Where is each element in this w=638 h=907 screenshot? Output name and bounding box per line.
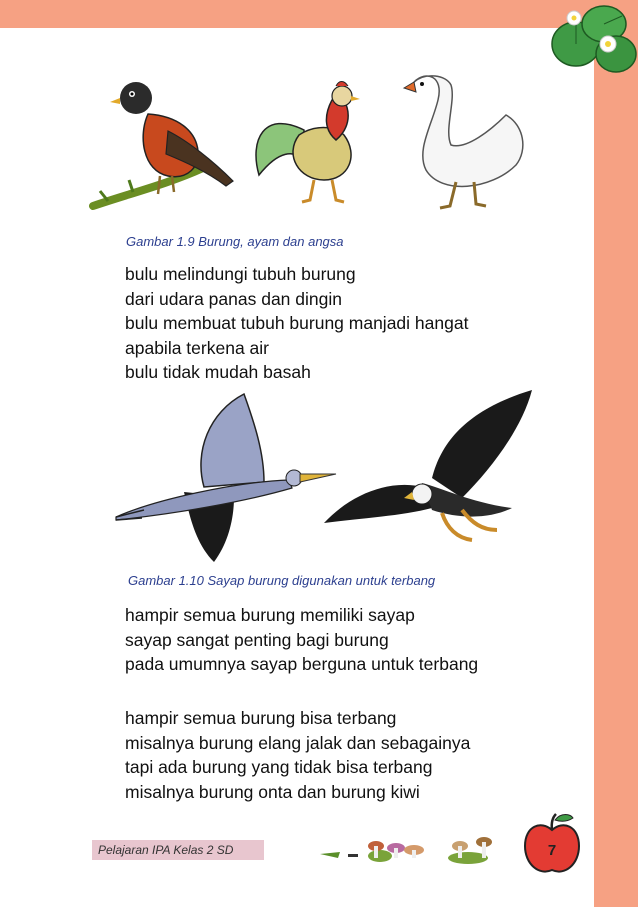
right-border-bar [594, 0, 638, 907]
text-line: hampir semua burung memiliki sayap [125, 605, 415, 625]
text-line: misalnya burung onta dan burung kiwi [125, 781, 420, 802]
rooster-illustration [244, 80, 370, 205]
text-line: tapi ada burung yang tidak bisa terbang [125, 757, 433, 777]
text-line: sayap sangat penting bagi burung [125, 629, 389, 650]
figure-caption-1-10: Gambar 1.10 Sayap burung digunakan untuk terbang [128, 573, 436, 588]
robin-bird-illustration [88, 76, 238, 211]
paragraph-wings [125, 603, 478, 677]
text-line: bulu melindungi tubuh burung [125, 264, 356, 284]
text-line: apabila terkena air [125, 337, 269, 358]
eagle-illustration [322, 388, 534, 548]
footer-book-label: Pelajaran IPA Kelas 2 SD [92, 840, 264, 860]
text-line: bulu tidak mudah basah [125, 362, 311, 382]
paragraph-flying [125, 706, 470, 804]
swan-illustration [396, 70, 532, 210]
figure-caption-1-9: Gambar 1.9 Burung, ayam dan angsa [126, 234, 344, 249]
paragraph-feathers [125, 262, 468, 385]
text-line: hampir semua burung bisa terbang [125, 708, 397, 728]
water-lily-icon [546, 2, 638, 82]
text-line: misalnya burung elang jalak dan sebagainya [125, 732, 471, 753]
page-number: 7 [547, 842, 557, 859]
text-line: pada umumnya sayap berguna untuk terbang [125, 654, 479, 674]
top-border-bar [0, 0, 638, 28]
text-line: dari udara panas dan dingin [125, 288, 342, 309]
mushroom-decoration-icon [318, 832, 518, 866]
heron-illustration [114, 392, 338, 562]
text-line: bulu membuat tubuh burung manjadi hangat [125, 313, 469, 333]
